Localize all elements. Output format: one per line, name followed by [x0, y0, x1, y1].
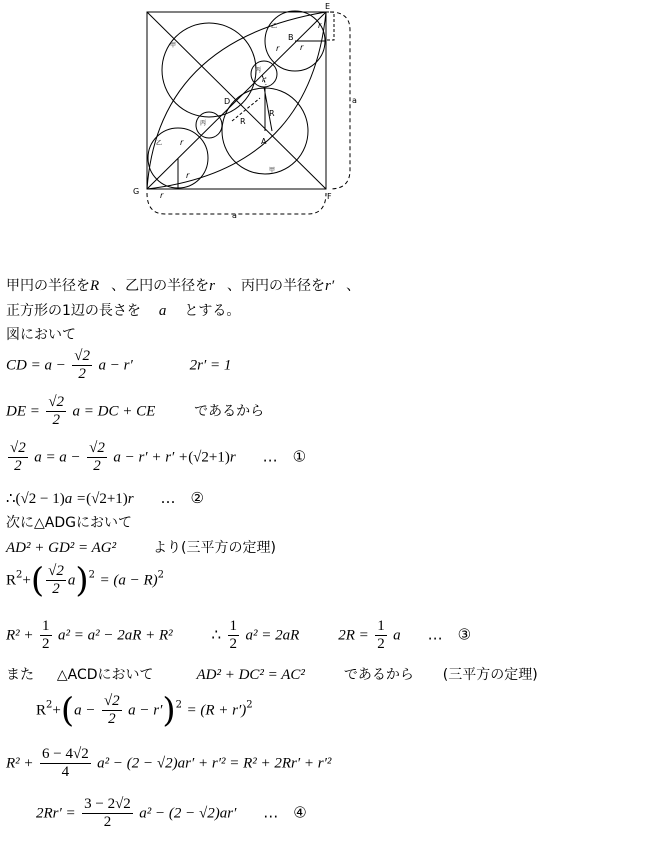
- label-a-right: a: [352, 96, 357, 105]
- label-r-prime: r': [262, 76, 267, 84]
- label-B: B: [288, 33, 294, 42]
- equation-pythag-adg: AD² + GD² = AG² より(三平方の定理): [6, 540, 276, 556]
- label-R: R: [269, 109, 275, 118]
- label-r-top2: r: [300, 43, 304, 52]
- line-next-adg: 次に△ADGにおいて: [6, 515, 132, 531]
- label-E: E: [325, 2, 331, 11]
- label-G: G: [133, 187, 140, 196]
- label-r-top: r: [276, 44, 280, 53]
- label-a-bottom: a: [232, 211, 237, 220]
- line-next-acd: また △ACDにおいて AD² + DC² = AC² であるから (三平方の定理): [6, 667, 538, 683]
- label-F: F: [327, 192, 332, 201]
- label-r-bottom3: r: [180, 138, 184, 147]
- equation-4: 2Rr′ = $\frac{3 - 2√2}{2}$ a² − (2 − √2)ar′ … ④: [36, 796, 307, 830]
- bracket-right: [330, 12, 350, 189]
- label-hei-2: 丙: [200, 120, 207, 127]
- label-A: A: [261, 137, 267, 146]
- equation-2: ∴(√2 − 1)a =(√2+1)r … ②: [6, 489, 204, 507]
- equation-3: R² + $\frac{1}{2}$ a² = a² − 2aR + R² ∴ $\frac{1}{2}$ a² = 2aR 2R = $\frac{1}{2}$ a … ③: [6, 618, 472, 652]
- label-r-E: r: [318, 21, 322, 30]
- circle-ko-upper: [162, 23, 256, 117]
- equation-de: DE = $\frac{√2}{2}$ a = DC + CE であるから: [6, 394, 265, 428]
- bracket-E: [326, 12, 334, 40]
- label-D: D: [224, 97, 231, 106]
- label-r-bottom2: r: [160, 191, 164, 200]
- label-hei-1: 丙: [255, 67, 262, 74]
- label-R2: R: [240, 117, 246, 126]
- label-otsu-1: 乙: [271, 23, 278, 30]
- label-otsu-2: 乙: [156, 140, 163, 147]
- label-r-bottom: r: [186, 171, 190, 180]
- label-ko-1: 甲: [170, 42, 177, 49]
- label-ko-2: 甲: [269, 167, 276, 174]
- line-definitions-1: 甲円の半径をR 、乙円の半径をr 、丙円の半径をr′ 、: [6, 278, 361, 294]
- line-definitions-2: 正方形の1辺の長さを a とする。: [6, 303, 241, 319]
- equation-1: $\frac{√2}{2}$ a = a − $\frac{√2}{2}$ a − r′ + r′ +(√2+1)r … ①: [10, 440, 307, 474]
- equation-acd-expanded-2: R² + $\frac{6 - 4√2}{4}$ a² − (2 − √2)ar′ + r′² = R² + 2Rr′ + r′²: [6, 746, 332, 780]
- equation-adg-expanded: $R^2+$( $\frac{√2}{2}$ $a)^2 = (a - R)^2$: [6, 560, 164, 601]
- equation-cd: CD = a − $\frac{√2}{2}$ a − r′ 2r′ = 1: [6, 348, 232, 382]
- line-zu-ni-oite: 図において: [6, 327, 76, 343]
- equation-acd-expanded: $R^2+(a$ − $\frac{√2}{2}$ $a - r')^2 = (R + r')^2$: [36, 690, 253, 731]
- geometry-figure: [0, 0, 670, 230]
